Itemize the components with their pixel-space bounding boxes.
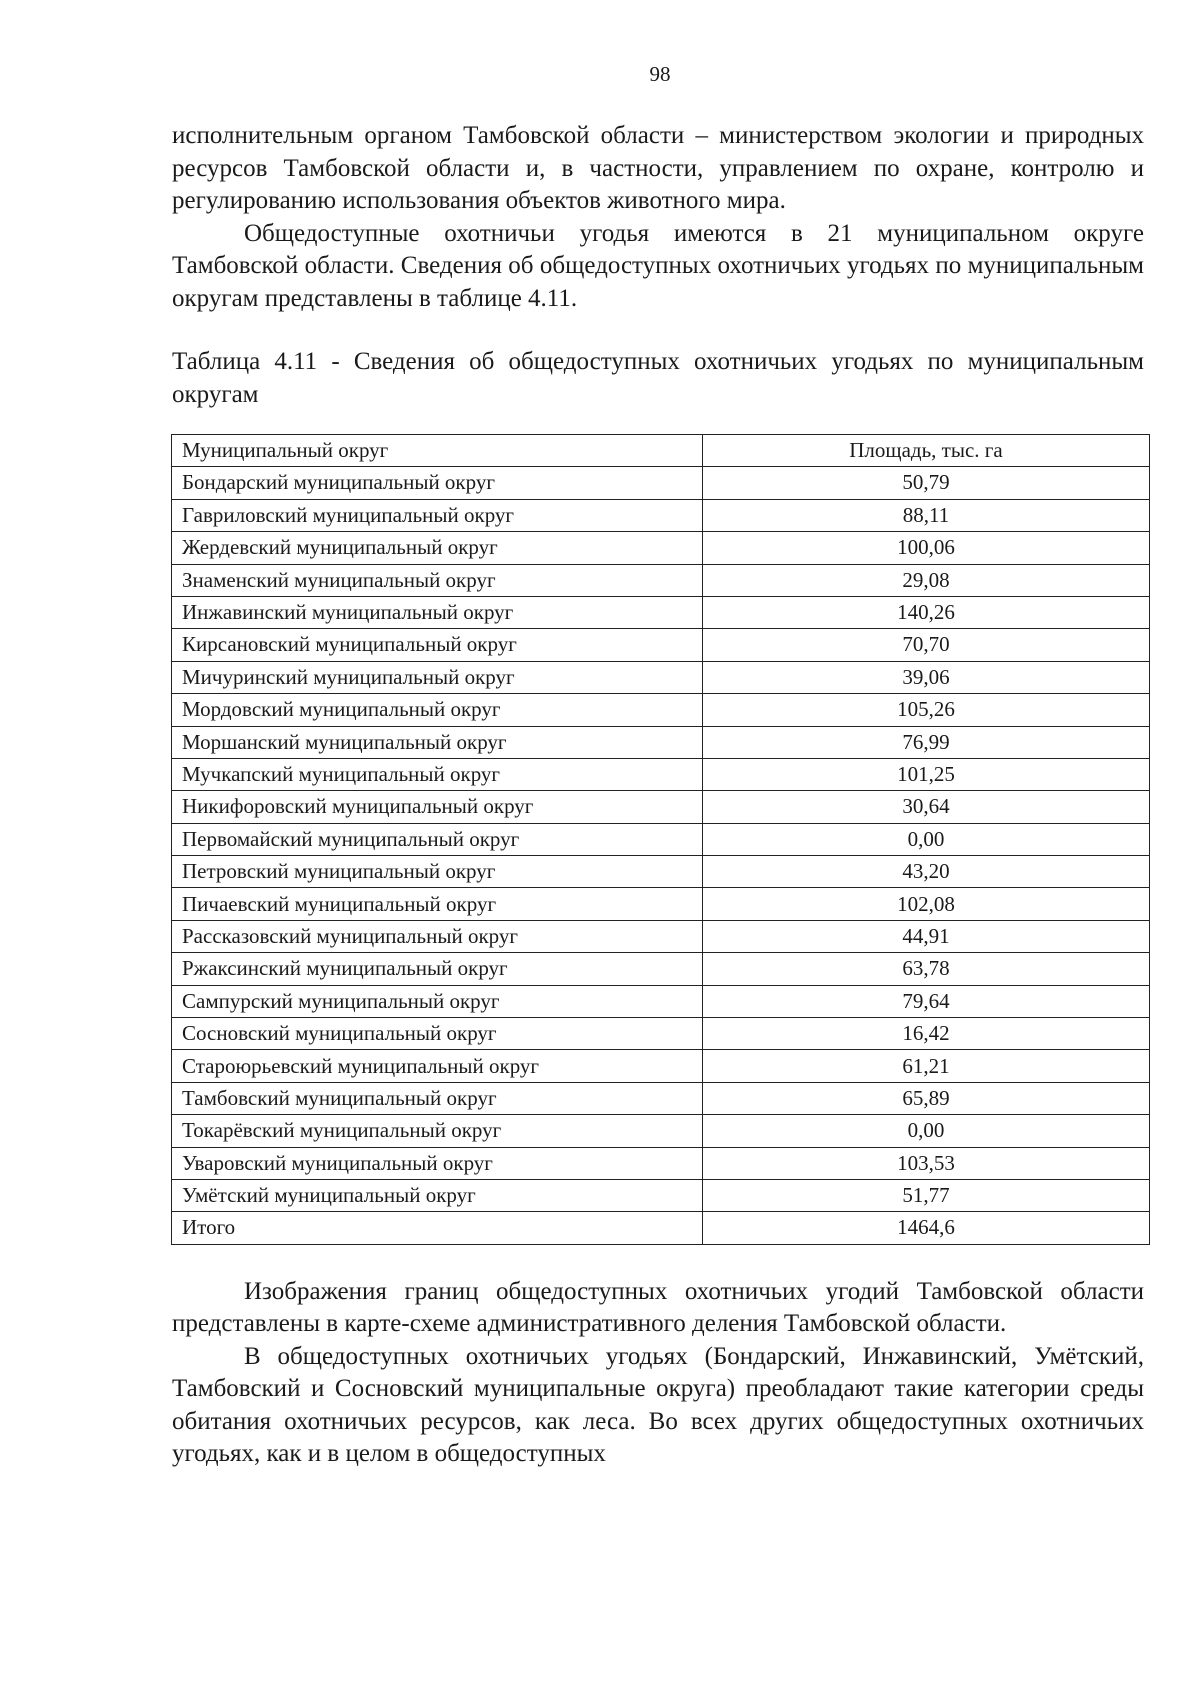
cell-district-name: Жердевский муниципальный округ xyxy=(172,532,703,564)
cell-district-name: Итого xyxy=(172,1212,703,1244)
cell-area-value: 63,78 xyxy=(703,953,1150,985)
cell-district-name: Знаменский муниципальный округ xyxy=(172,564,703,596)
table-total-row xyxy=(172,1212,1150,1244)
table-row xyxy=(172,888,1150,920)
cell-district-name: Токарёвский муниципальный округ xyxy=(172,1115,703,1147)
cell-district-name: Умётский муниципальный округ xyxy=(172,1179,703,1211)
cell-area-value: 50,79 xyxy=(703,467,1150,499)
table-row xyxy=(172,953,1150,985)
cell-area-value: 76,99 xyxy=(703,726,1150,758)
table-row xyxy=(172,1179,1150,1211)
page-number: 98 xyxy=(649,62,671,86)
table-row xyxy=(172,1050,1150,1082)
cell-area-value: 0,00 xyxy=(703,1115,1150,1147)
table-row xyxy=(172,985,1150,1017)
table-row xyxy=(172,791,1150,823)
cell-district-name: Мичуринский муниципальный округ xyxy=(172,661,703,693)
table-row xyxy=(172,920,1150,952)
cell-area-value: 16,42 xyxy=(703,1018,1150,1050)
cell-area-value: 65,89 xyxy=(703,1082,1150,1114)
cell-area-value: 70,70 xyxy=(703,629,1150,661)
cell-area-value: 30,64 xyxy=(703,791,1150,823)
page-content xyxy=(172,120,1144,1471)
table-row xyxy=(172,823,1150,855)
cell-area-value: 0,00 xyxy=(703,823,1150,855)
cell-district-name: Первомайский муниципальный округ xyxy=(172,823,703,855)
cell-district-name: Сосновский муниципальный округ xyxy=(172,1018,703,1050)
cell-area-value: 61,21 xyxy=(703,1050,1150,1082)
cell-district-name: Петровский муниципальный округ xyxy=(172,856,703,888)
cell-area-value: 51,77 xyxy=(703,1179,1150,1211)
cell-area-value: 100,06 xyxy=(703,532,1150,564)
table-row xyxy=(172,856,1150,888)
cell-district-name: Рассказовский муниципальный округ xyxy=(172,920,703,952)
cell-district-name: Мучкапский муниципальный округ xyxy=(172,758,703,790)
cell-area-value: 102,08 xyxy=(703,888,1150,920)
cell-district-name: Бондарский муниципальный округ xyxy=(172,467,703,499)
cell-district-name: Гавриловский муниципальный округ xyxy=(172,499,703,531)
cell-district-name: Староюрьевский муниципальный округ xyxy=(172,1050,703,1082)
cell-area-value: 140,26 xyxy=(703,596,1150,628)
cell-area-value: 79,64 xyxy=(703,985,1150,1017)
table-row xyxy=(172,532,1150,564)
table-row xyxy=(172,661,1150,693)
paragraph-habitat-categories: В общедоступных охотничьих угодьях (Бондарский, Инжавинский, Умётский, Тамбовский и Сосновский муниципальные округа) преобладают такие категории среды обитания охотничьих ресурсов, как леса. Во всех других общедоступных охотничьих угодьях, как и в целом в общедоступных xyxy=(172,1342,1144,1468)
cell-area-value: 29,08 xyxy=(703,564,1150,596)
cell-area-value: 43,20 xyxy=(703,856,1150,888)
paragraph-continuation: исполнительным органом Тамбовской области – министерством экологии и природных ресурсов Тамбовской области и, в частности, управлением по охране, контролю и регулированию использования объектов животного мира. xyxy=(172,122,1144,214)
table-row xyxy=(172,1082,1150,1114)
table-row xyxy=(172,629,1150,661)
table-row xyxy=(172,726,1150,758)
cell-area-value: 103,53 xyxy=(703,1147,1150,1179)
cell-district-name: Тамбовский муниципальный округ xyxy=(172,1082,703,1114)
cell-district-name: Пичаевский муниципальный округ xyxy=(172,888,703,920)
paragraph-hunting-grounds-intro: Общедоступные охотничьи угодья имеются в 21 муниципальном округе Тамбовской области. Сведения об общедоступных охотничьих угодьях по муниципальным округам представлены в таблице 4.11. xyxy=(172,219,1144,312)
cell-area-value: 101,25 xyxy=(703,758,1150,790)
table-row xyxy=(172,694,1150,726)
table-row xyxy=(172,499,1150,531)
cell-district-name: Сампурский муниципальный округ xyxy=(172,985,703,1017)
cell-area-value: 39,06 xyxy=(703,661,1150,693)
cell-district-name: Мордовский муниципальный округ xyxy=(172,694,703,726)
table-row xyxy=(172,564,1150,596)
cell-district-name: Инжавинский муниципальный округ xyxy=(172,596,703,628)
table-caption: Таблица 4.11 - Сведения об общедоступных охотничьих угодьях по муниципальным округам xyxy=(172,348,1144,408)
hunting-grounds-table xyxy=(171,434,1150,1245)
cell-district-name: Кирсановский муниципальный округ xyxy=(172,629,703,661)
cell-district-name: Ржаксинский муниципальный округ xyxy=(172,953,703,985)
cell-area-value: 44,91 xyxy=(703,920,1150,952)
header-area: Площадь, тыс. га xyxy=(703,435,1150,467)
table-row xyxy=(172,758,1150,790)
cell-area-value: 1464,6 xyxy=(703,1212,1150,1244)
table-container xyxy=(171,434,1144,1245)
table-row xyxy=(172,596,1150,628)
cell-district-name: Моршанский муниципальный округ xyxy=(172,726,703,758)
paragraph-map-reference: Изображения границ общедоступных охотничьих угодий Тамбовской области представлены в карте-схеме административного деления Тамбовской области. xyxy=(172,1277,1144,1338)
table-header-row xyxy=(172,435,1150,467)
table-row xyxy=(172,1018,1150,1050)
cell-area-value: 105,26 xyxy=(703,694,1150,726)
header-district: Муниципальный округ xyxy=(172,435,703,467)
table-row xyxy=(172,467,1150,499)
cell-district-name: Уваровский муниципальный округ xyxy=(172,1147,703,1179)
cell-area-value: 88,11 xyxy=(703,499,1150,531)
table-row xyxy=(172,1115,1150,1147)
table-body xyxy=(172,467,1150,1244)
table-row xyxy=(172,1147,1150,1179)
cell-district-name: Никифоровский муниципальный округ xyxy=(172,791,703,823)
